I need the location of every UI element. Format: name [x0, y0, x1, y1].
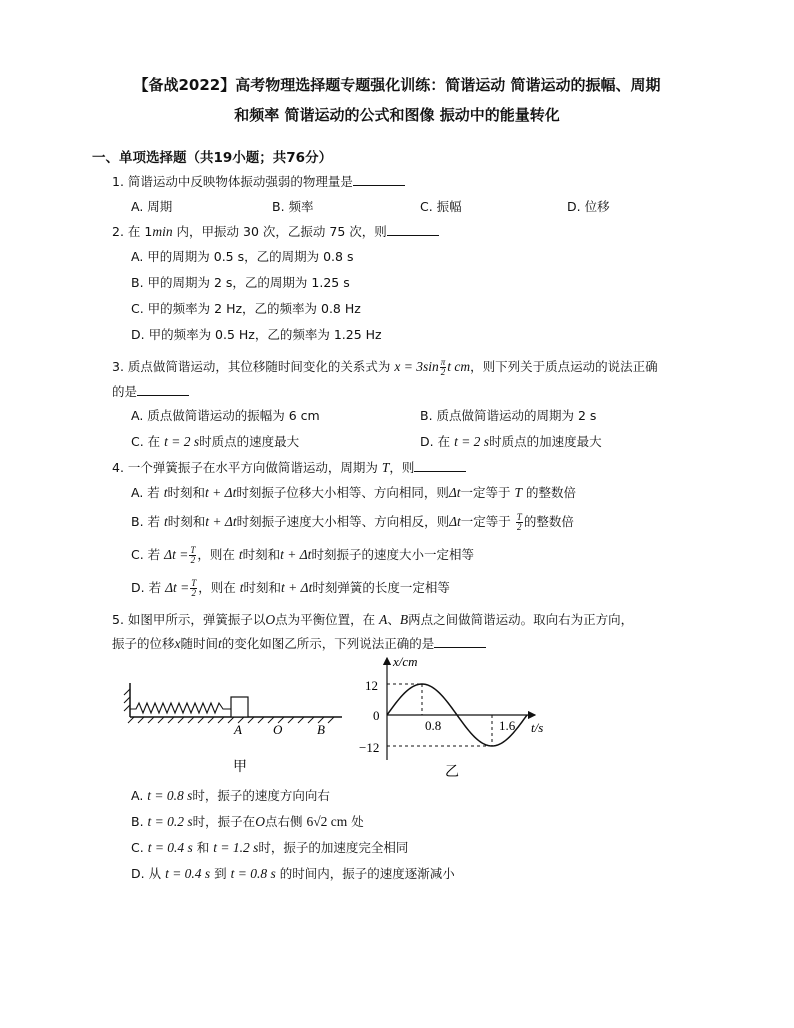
q2-option-b: B. 甲的周期为 2 s，乙的周期为 1.25 s: [131, 275, 350, 290]
x-tick-0-8: 0.8: [425, 718, 442, 733]
y-tick-neg12: −12: [359, 740, 380, 755]
label-a: A: [234, 722, 242, 737]
q3-option-a: A. 质点做简谐运动的振幅为 6 cm: [131, 408, 320, 423]
q4-option-d: D. 若 Δt = $\frac{T}{2}$ ，则在 t时刻和t + Δt时刻弹簧的长度一定相等: [131, 578, 450, 598]
page-title-line1: 【备战2022】高考物理选择题专题强化训练：简谐运动 简谐运动的振幅、周期: [133, 76, 661, 94]
answer-blank: [137, 383, 189, 396]
answer-blank: [353, 173, 405, 186]
q5-stem-line2: 振子的位移x随时间t的变化如图乙所示，下列说法正确的是: [112, 634, 486, 652]
q4-option-a: A. 若 t时刻和t + Δt时刻振子位移大小相等、方向相同，则Δt一定等于 T 的整数倍: [131, 485, 577, 500]
q1-option-b: B. 频率: [272, 199, 314, 214]
answer-blank: [414, 459, 466, 472]
label-b: B: [317, 722, 325, 737]
q4-stem: 4. 一个弹簧振子在水平方向做简谐运动，周期为 T，则: [112, 458, 466, 476]
q2-option-a: A. 甲的周期为 0.5 s，乙的周期为 0.8 s: [131, 249, 354, 264]
q5-option-b: B. t = 0.2 s时，振子在O点右侧 6√2 cm 处: [131, 814, 364, 829]
x-tick-1-6: 1.6: [499, 718, 516, 733]
q1-stem: 1. 简谐运动中反映物体振动强弱的物理量是: [112, 172, 405, 190]
q2-option-d: D. 甲的频率为 0.5 Hz，乙的频率为 1.25 Hz: [131, 327, 382, 342]
q5-option-d: D. 从 t = 0.4 s 到 t = 0.8 s 的时间内，振子的速度逐渐减小: [131, 866, 455, 881]
spring: [130, 703, 231, 713]
q2-stem: 2. 在 1min 内，甲振动 30 次，乙振动 75 次，则: [112, 222, 439, 240]
q4-option-b: B. 若 t时刻和t + Δt时刻振子速度大小相等、方向相反，则Δt一定等于 $\frac{T}{2}$ 的整数倍: [131, 512, 574, 532]
q3-option-c: C. 在 t = 2 s时质点的速度最大: [131, 434, 300, 449]
q3-option-b: B. 质点做简谐运动的周期为 2 s: [420, 408, 597, 423]
x-axis-label: t/s: [531, 720, 544, 735]
q3-formula: x = 3sin $\frac{\pi}{2}$ t cm: [394, 357, 471, 378]
q3-stem-line2: 的是: [112, 382, 189, 400]
section-heading: 一、单项选择题（共19小题；共76分）: [92, 150, 333, 166]
figure-spring-oscillator: [120, 665, 350, 780]
q1-option-a: A. 周期: [131, 199, 173, 214]
answer-blank: [387, 223, 439, 236]
q4-option-c: C. 若 Δt = $\frac{T}{2}$ ，则在 t时刻和t + Δt时刻振子的速度大小一定相等: [131, 545, 474, 565]
y-axis-label: x/cm: [393, 654, 418, 669]
figure-xt-graph: [355, 650, 565, 780]
q5-stem: 5. 如图甲所示，弹簧振子以O点为平衡位置，在 A、B两点之间做简谐运动。取向右为正方向，: [112, 612, 634, 627]
page-title-line2: 和频率 简谐运动的公式和图像 振动中的能量转化: [234, 106, 560, 124]
q3-option-d: D. 在 t = 2 s时质点的加速度最大: [420, 434, 602, 449]
q1-option-d: D. 位移: [567, 199, 610, 214]
wall-hatching: [124, 689, 130, 711]
y-tick-12: 12: [365, 678, 378, 693]
q3-stem: 3. 质点做简谐运动，其位移随时间变化的关系式为 x = 3sin $\frac{\pi}{2}$ t cm，则下列关于质点运动的说法正确: [112, 357, 658, 378]
q5-option-a: A. t = 0.8 s时，振子的速度方向向右: [131, 788, 330, 803]
answer-blank: [434, 635, 486, 648]
oscillator-block: [231, 697, 248, 717]
origin-label: 0: [373, 708, 380, 723]
q1-option-c: C. 振幅: [420, 199, 462, 214]
label-o: O: [273, 722, 283, 737]
q5-option-c: C. t = 0.4 s 和 t = 1.2 s时，振子的加速度完全相同: [131, 840, 409, 855]
q2-option-c: C. 甲的频率为 2 Hz，乙的频率为 0.8 Hz: [131, 301, 361, 316]
floor-hatching: [128, 717, 334, 723]
figure-caption-jia: 甲: [233, 760, 247, 775]
figure-caption-yi: 乙: [445, 765, 459, 780]
